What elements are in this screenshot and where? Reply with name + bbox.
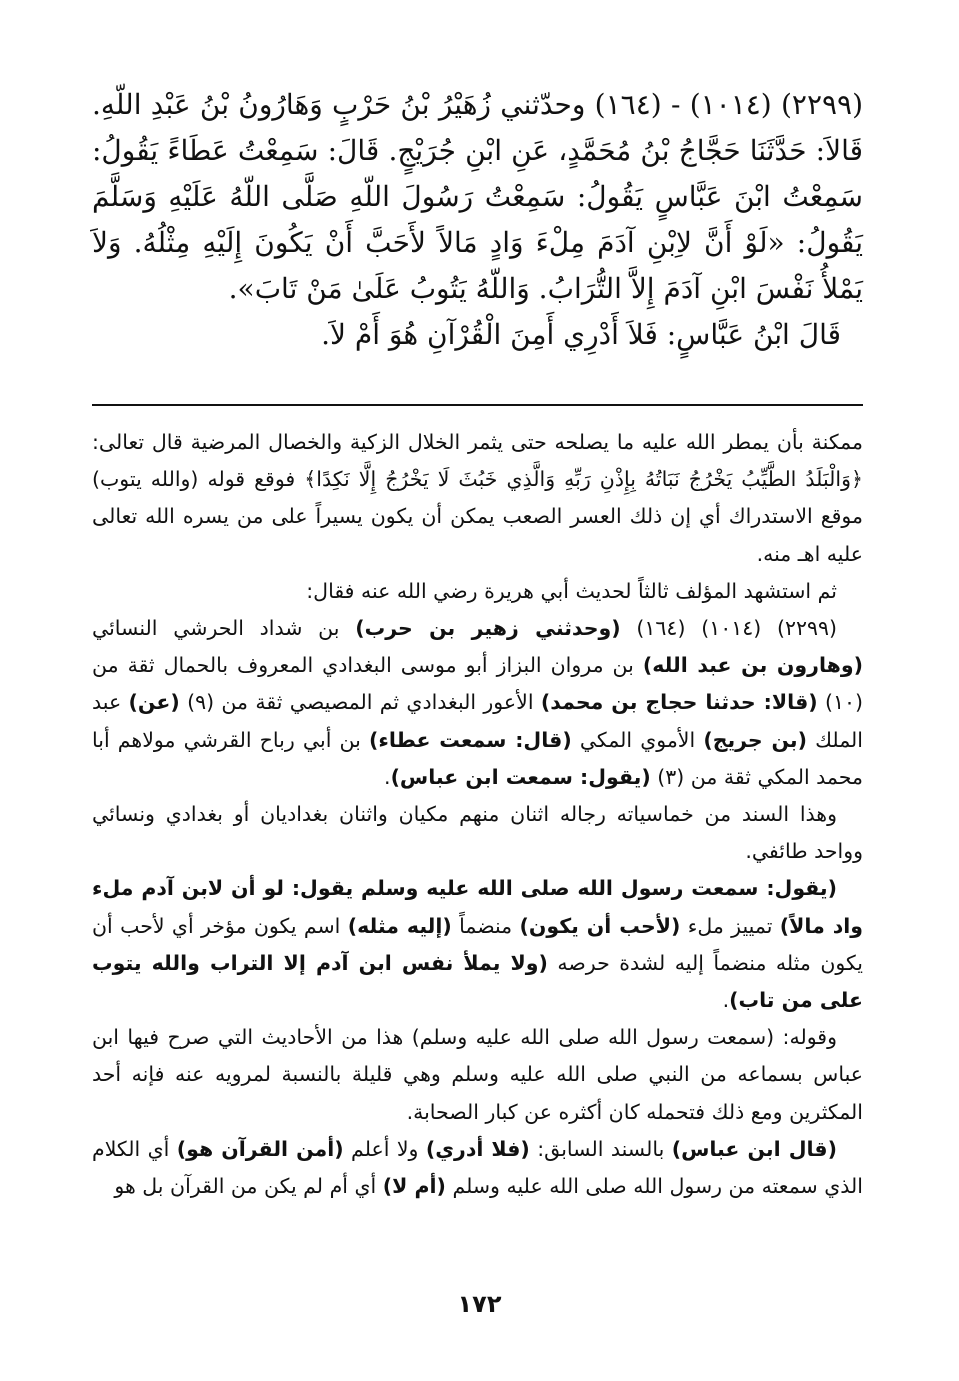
commentary-text: . [722,988,730,1013]
hadith-quote: (أمن القرآن هو) [176,1136,344,1161]
commentary-text: بن أبي رباح القرشي مولاهم أبا محمد المكي ثقة من (٣) [92,727,863,789]
commentary-text: أي أم لم يكن من القرآن بل هو [114,1174,383,1199]
hadith-quote: (قال: سمعت عطاء) [369,727,572,752]
commentary-paragraph-7 [92,1131,863,1205]
commentary-text: اسم يكون مؤخر أي لأحب أن يكون مثله منضماً إليه لشدة حرصه [92,913,863,975]
hadith-quote: (قال ابن عباس) [671,1136,837,1161]
hadith-quote: (أم لا) [382,1174,446,1199]
commentary-text: ولا أعلم [343,1136,426,1161]
commentary-paragraph-5 [92,870,863,1019]
hadith-quote: (ولا يملأ نفس ابن آدم إلا التراب والله يتوب على من تاب) [92,950,863,1013]
commentary-text: بالسند السابق: [529,1136,672,1161]
hadith-quote: (فلا أدري) [425,1136,530,1161]
commentary-paragraph-4: وهذا السند من خماسياته رجاله اثنان منهم مكيان واثنان بغداديان أو بغدادي ونسائي وواحد طائفي. [92,802,863,864]
hadith-quote: (إليه مثله) [347,913,452,938]
commentary-paragraph-2: ثم استشهد المؤلف ثالثاً لحديث أبي هريرة رضي الله عنه فقال: [306,578,837,603]
commentary-text: منضماً [451,913,520,938]
hadith-quote: (لأحب أن يكون) [519,913,681,938]
commentary-block [92,424,863,1205]
commentary-paragraph-6: وقوله: (سمعت رسول الله صلى الله عليه وسلم) هذا من الأحاديث التي صرح فيها ابن عباس بسماعه من النبي صلى الله عليه وسلم وهي قليلة بالنسبة لمرويه عنه فإنه أحد المكثرين ومع ذلك فتحمله كان أكثره عن كبار الصحابة. [92,1025,863,1124]
commentary-text: عبد الملك [92,690,863,752]
commentary-text: الأموي المكي [571,727,704,752]
hadith-quote: (وهارون بن عبد الله) [642,653,863,678]
commentary-paragraph-3 [92,610,863,796]
commentary-text: بن مروان البزاز أبو موسى البغدادي المعروف بالحمال ثقة من (١٠) [92,653,864,715]
commentary-text: تمييز ملء [680,913,780,938]
commentary-paragraph-1 [92,424,863,573]
hadith-main-paragraph: (٢٢٩٩) (١٠١٤) - (١٦٤) وحدّثني زُهَيْرُ بْنُ حَرْبٍ وَهَارُونُ بْنُ عَبْدِ اللّهِ. قَالاَ: حَدَّثَنَا حَجَّاجُ بْنُ مُحَمَّدٍ، عَنِ ابْنِ جُرَيْجٍ. قَالَ: سَمِعْتُ عَطَاءً يَقُولُ: سَمِعْتُ ابْنَ عَبَّاسٍ يَقُولُ: سَمِعْتُ رَسُولَ اللّهِ صَلَّى اللّهُ عَلَيْهِ وَسَلَّمَ يَقُولُ: «لَوْ أَنَّ لاِبْنِ آدَمَ مِلْءَ وَادٍ مَالاً لأَحَبَّ أَنْ يَكُونَ إِلَيْهِ مِثْلُهُ. وَلاَ يَمْلأُ نَفْسَ ابْنِ آدَمَ إِلاَّ التُّرَابُ. وَاللّهُ يَتُوبُ عَلَىٰ مَنْ تَابَ». [92,88,864,305]
commentary-text: الأعور البغدادي ثم المصيصي ثقة من (٩) [179,690,541,715]
quran-verse: ﴿وَالْبَلَدُ الطَّيِّبُ يَخْرُجُ نَبَاتُهُ بِإِذْنِ رَبِّهِ وَالَّذِي خَبُثَ لَا يَخْرُجُ إِلَّا نَكِدًا﴾ [304,467,863,492]
commentary-text: . [384,764,391,789]
footnote-divider [92,404,863,406]
commentary-text: (٢٢٩٩) (١٠١٤) (١٦٤) [620,616,838,641]
hadith-quote: (عن) [128,690,180,715]
hadith-quote: (يقول: سمعت ابن عباس) [390,764,651,789]
hadith-quote: (قالا: حدثنا حجاج بن محمد) [540,690,818,715]
hadith-quote: (يقول: سمعت رسول الله صلى الله عليه وسلم يقول: لو أن لابن آدم ملء واد مالاً) [92,876,863,938]
commentary-text: ممكنة بأن يمطر الله عليه ما يصلحه حتى يثمر الخلال الزكية والخصال المرضية قال تعالى: [92,430,863,454]
commentary-text: بن شداد الحرشي النسائي [92,616,356,641]
hadith-quote: (بن جريج) [703,727,807,752]
ibn-abbas-remark: قَالَ ابْنُ عَبَّاسٍ: فَلاَ أَدْرِي أَمِنَ الْقُرْآنِ هُوَ أَمْ لاَ. [321,318,841,351]
page-number: ١٧٢ [457,1290,502,1318]
hadith-text-block [92,82,863,358]
commentary-text: فوقع قوله (والله يتوب) موقع الاستدراك أي إن ذلك العسر الصعب يمكن أن يكون يسيراً على من يسره الله تعالى عليه اهـ منه. [92,467,863,566]
hadith-quote: (وحدثني زهير بن حرب) [355,616,621,641]
commentary-text: أي الكلام الذي سمعته من رسول الله صلى الله عليه وسلم [92,1136,863,1199]
